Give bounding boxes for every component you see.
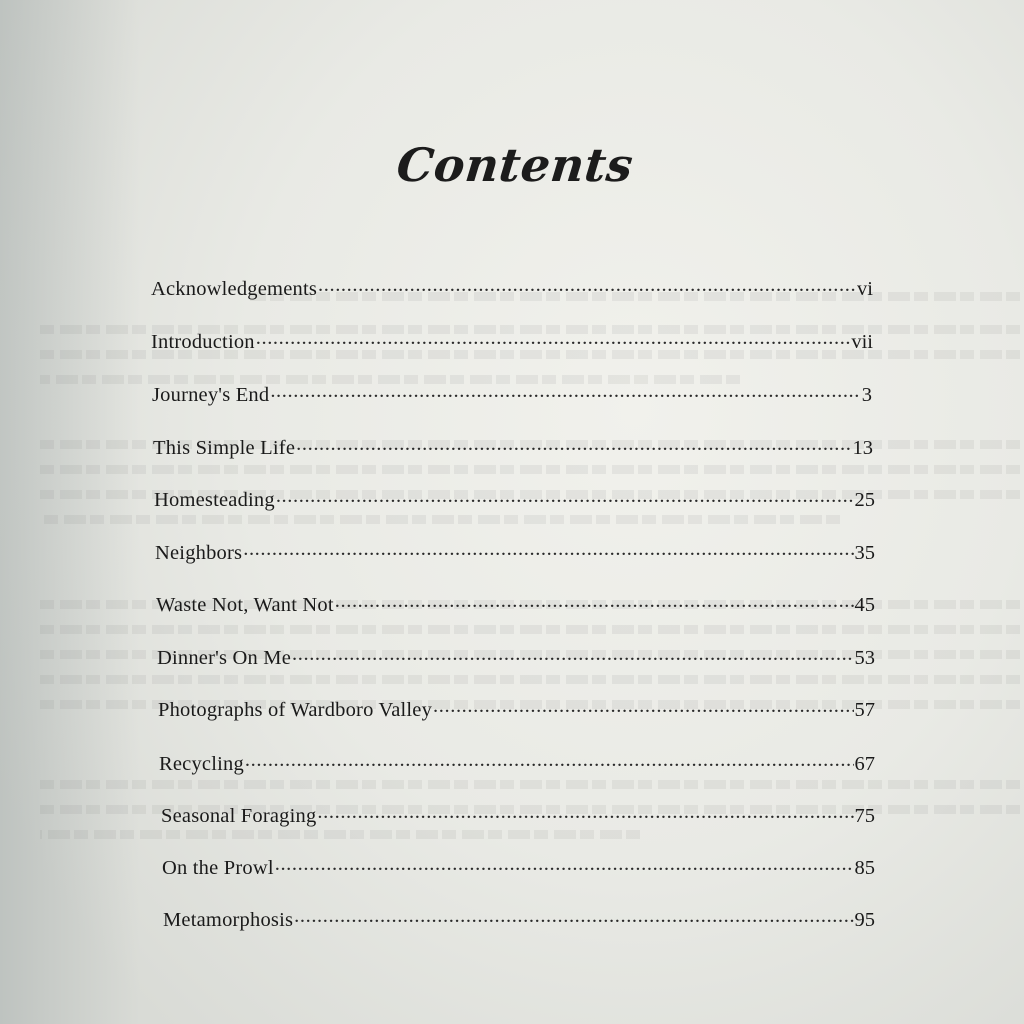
dot-leader bbox=[433, 695, 853, 716]
dot-leader bbox=[335, 590, 854, 611]
toc-entry-page: 13 bbox=[852, 436, 873, 459]
dot-leader bbox=[292, 643, 853, 664]
toc-entry-title: Waste Not, Want Not bbox=[156, 593, 334, 616]
toc-entry-page: 95 bbox=[854, 908, 875, 931]
toc-entry[interactable] bbox=[151, 327, 873, 354]
dot-leader bbox=[245, 749, 854, 770]
toc-entry[interactable] bbox=[158, 695, 875, 722]
dot-leader bbox=[294, 905, 853, 926]
contents-heading: Contents bbox=[394, 138, 636, 192]
dot-leader bbox=[318, 274, 856, 295]
toc-entry-page: 85 bbox=[854, 856, 875, 879]
toc-entry-page: 35 bbox=[854, 541, 875, 564]
toc-entry[interactable] bbox=[156, 590, 875, 617]
toc-entry-page: 75 bbox=[854, 804, 875, 827]
toc-entry[interactable] bbox=[161, 801, 875, 828]
toc-entry-title: Metamorphosis bbox=[163, 908, 294, 931]
toc-entry-page: 45 bbox=[854, 593, 875, 616]
toc-entry[interactable] bbox=[154, 485, 875, 512]
dot-leader bbox=[276, 485, 854, 506]
toc-entry-title: Journey's End bbox=[152, 383, 270, 406]
toc-entry[interactable] bbox=[163, 905, 875, 932]
toc-entry-page: 53 bbox=[854, 646, 875, 669]
dot-leader bbox=[296, 433, 851, 454]
toc-entry-page: 67 bbox=[854, 752, 875, 775]
toc-entry[interactable] bbox=[162, 853, 875, 880]
toc-entry[interactable] bbox=[151, 274, 873, 301]
toc-entry-page: 25 bbox=[854, 488, 875, 511]
toc-entry-page: 3 bbox=[861, 383, 872, 406]
toc-entry-page: vii bbox=[851, 330, 873, 353]
toc-entry-title: On the Prowl bbox=[162, 856, 274, 879]
toc-entry[interactable] bbox=[155, 538, 875, 565]
dot-leader bbox=[275, 853, 854, 874]
toc-entry-title: Homesteading bbox=[154, 488, 275, 511]
toc-entry-title: Introduction bbox=[151, 330, 255, 353]
toc-entry-title: Neighbors bbox=[155, 541, 243, 564]
dot-leader bbox=[270, 380, 860, 401]
toc-entry-title: This Simple Life bbox=[153, 436, 296, 459]
toc-entry[interactable] bbox=[153, 433, 873, 460]
dot-leader bbox=[243, 538, 853, 559]
toc-entry[interactable] bbox=[157, 643, 875, 670]
toc-entry-title: Dinner's On Me bbox=[157, 646, 292, 669]
toc-entry[interactable] bbox=[152, 380, 872, 407]
toc-entry-title: Recycling bbox=[159, 752, 244, 775]
toc-entry-page: vi bbox=[857, 277, 873, 300]
toc-entry-page: 57 bbox=[854, 698, 875, 721]
dot-leader bbox=[256, 327, 851, 348]
toc-entry-title: Photographs of Wardboro Valley bbox=[158, 698, 433, 721]
toc-entry-title: Acknowledgements bbox=[151, 277, 318, 300]
dot-leader bbox=[317, 801, 853, 822]
toc-entry-title: Seasonal Foraging bbox=[161, 804, 317, 827]
toc-entry[interactable] bbox=[159, 749, 875, 776]
